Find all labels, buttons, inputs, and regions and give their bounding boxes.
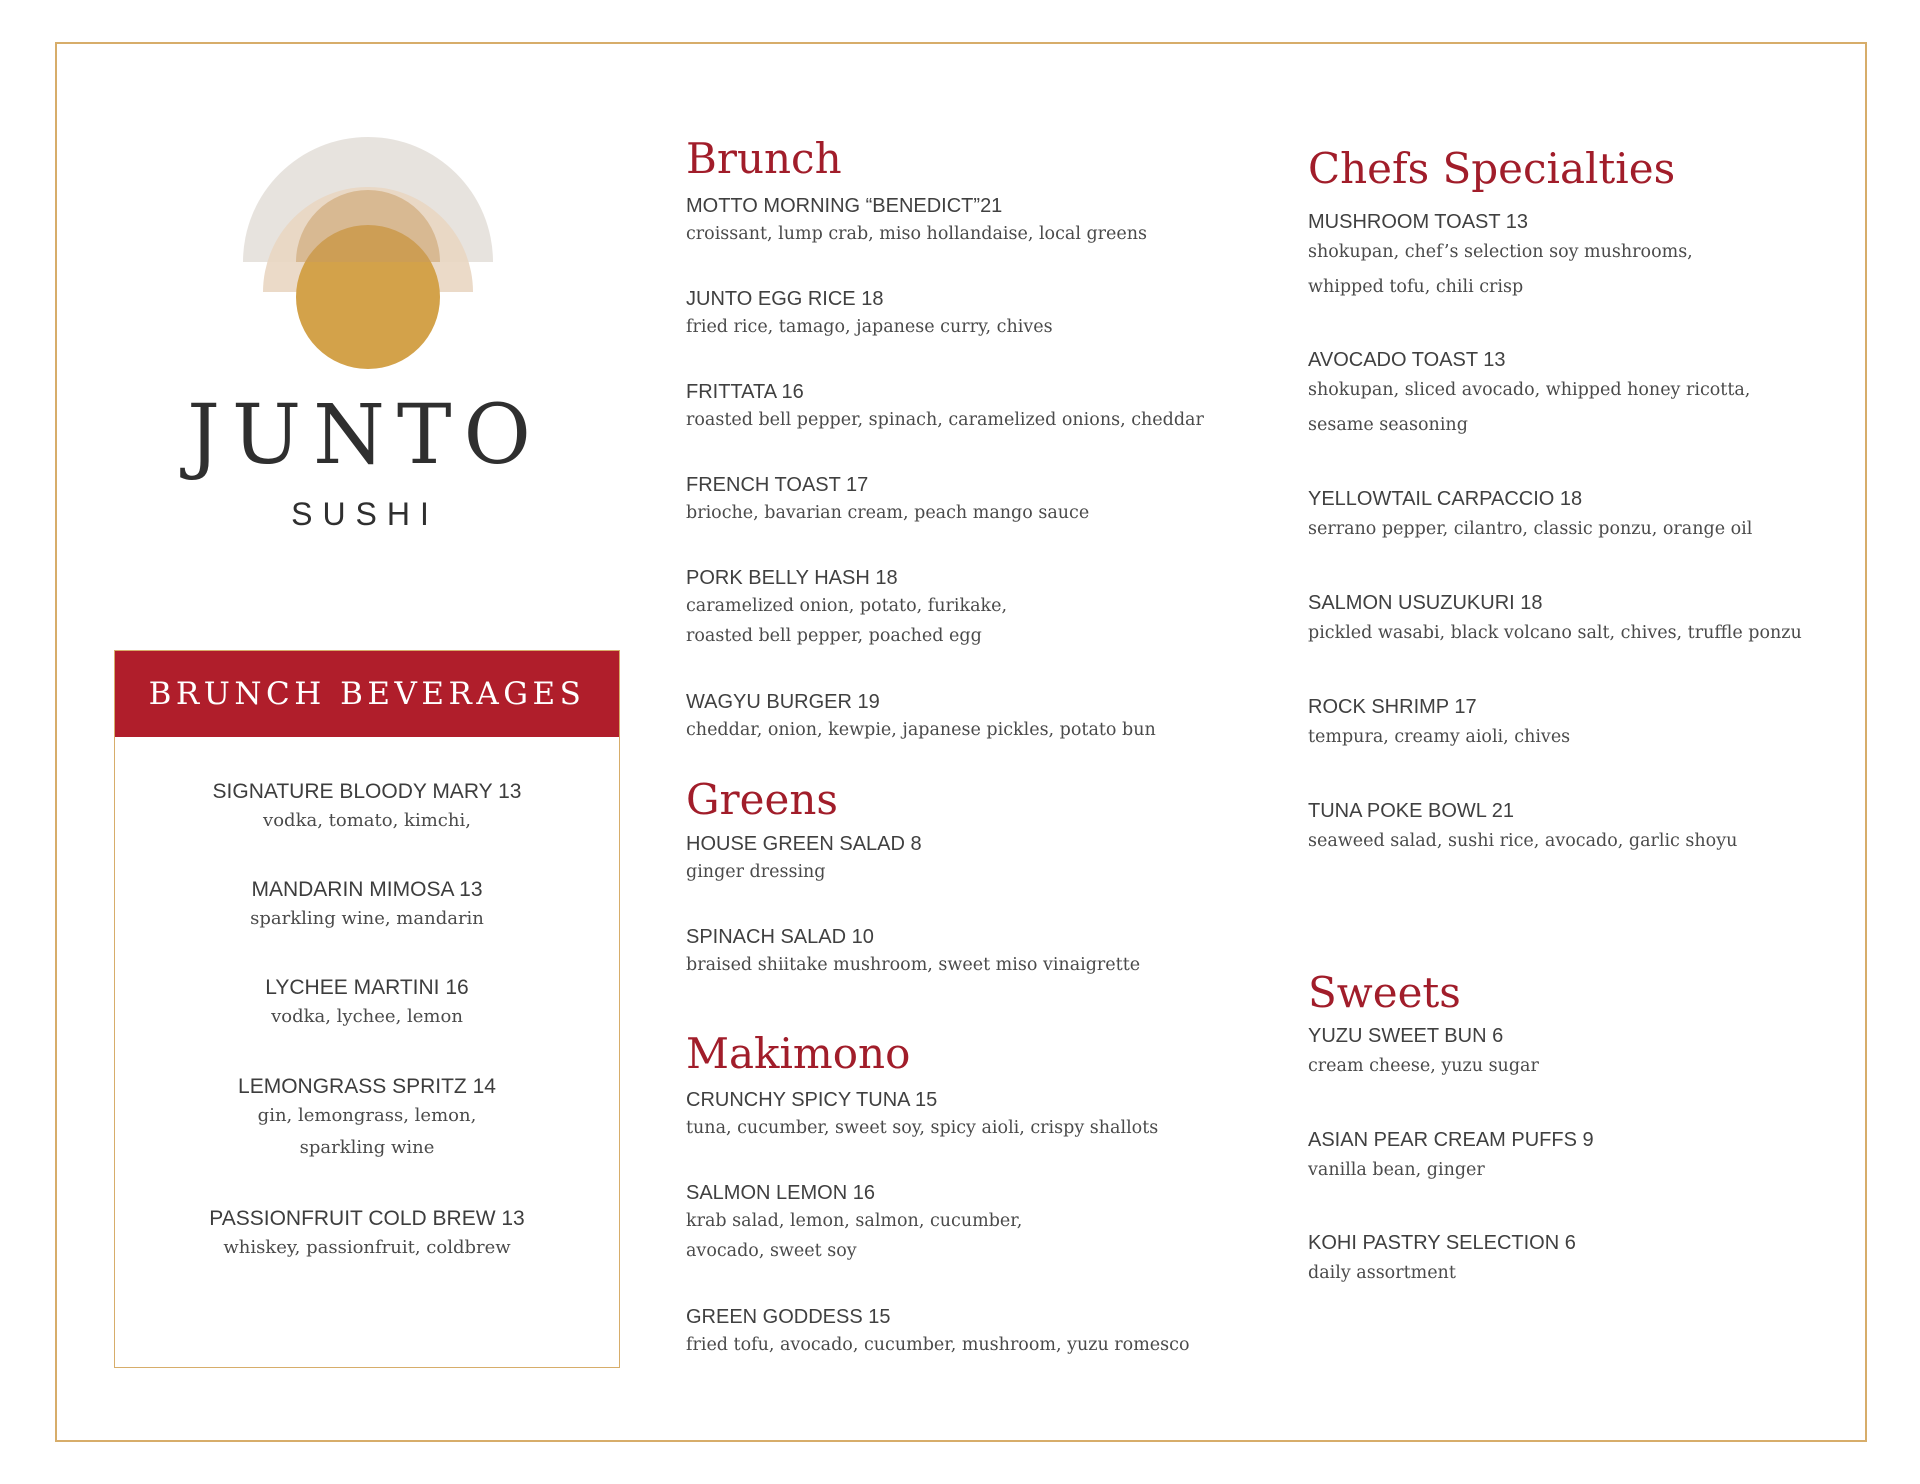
- menu-item-name: FRENCH TOAST 17: [686, 474, 869, 496]
- menu-item-description: whipped tofu, chili crisp: [1308, 277, 1524, 297]
- menu-item-description: braised shiitake mushroom, sweet miso vinaigrette: [686, 955, 1141, 975]
- menu-item-name: YUZU SWEET BUN 6: [1308, 1025, 1504, 1047]
- brand-name: JUNTO: [187, 388, 543, 483]
- menu-item: [686, 565, 1246, 651]
- menu-item-description: vanilla bean, ginger: [1308, 1160, 1485, 1180]
- menu-item: [686, 1087, 1246, 1143]
- menu-item-description: pickled wasabi, black volcano salt, chives, truffle ponzu: [1308, 623, 1802, 643]
- beverage-item: [115, 1074, 619, 1164]
- menu-item-name: YELLOWTAIL CARPACCIO 18: [1308, 488, 1583, 510]
- beverage-description: sparkling wine: [299, 1137, 435, 1158]
- menu-item-description: cream cheese, yuzu sugar: [1308, 1056, 1539, 1076]
- beverages-heading: BRUNCH BEVERAGES: [115, 651, 619, 737]
- menu-item-name: WAGYU BURGER 19: [686, 691, 880, 713]
- section-title-chefs-specialties: Chefs Specialties: [1308, 144, 1676, 193]
- section-title-makimono: Makimono: [686, 1029, 911, 1078]
- menu-item-description: seaweed salad, sushi rice, avocado, garlic shoyu: [1308, 831, 1738, 851]
- beverage-item: [115, 1206, 619, 1264]
- beverage-name: LYCHEE MARTINI 16: [265, 976, 469, 999]
- section-title-brunch: Brunch: [686, 134, 842, 183]
- menu-item-name: ASIAN PEAR CREAM PUFFS 9: [1308, 1129, 1594, 1151]
- menu-item-name: KOHI PASTRY SELECTION 6: [1308, 1232, 1576, 1254]
- menu-item-name: ROCK SHRIMP 17: [1308, 696, 1477, 718]
- menu-item: [1308, 798, 1868, 859]
- menu-item-name: SALMON LEMON 16: [686, 1182, 875, 1204]
- menu-item-description: avocado, sweet soy: [686, 1241, 857, 1261]
- menu-item: [1308, 1230, 1868, 1291]
- rising-sun-logo-icon: [238, 134, 498, 374]
- menu-item-description: sesame seasoning: [1308, 415, 1468, 435]
- menu-item-name: MUSHROOM TOAST 13: [1308, 211, 1529, 233]
- menu-item: [686, 379, 1246, 435]
- beverage-description: vodka, lychee, lemon: [271, 1006, 463, 1027]
- menu-item-description: shokupan, sliced avocado, whipped honey ricotta,: [1308, 380, 1751, 400]
- menu-item-name: JUNTO EGG RICE 18: [686, 288, 884, 310]
- menu-item-description: caramelized onion, potato, furikake,: [686, 596, 1008, 616]
- beverage-name: MANDARIN MIMOSA 13: [251, 878, 483, 901]
- menu-item-name: HOUSE GREEN SALAD 8: [686, 833, 922, 855]
- menu-item-name: PORK BELLY HASH 18: [686, 567, 898, 589]
- menu-item-name: FRITTATA 16: [686, 381, 804, 403]
- menu-item-description: daily assortment: [1308, 1263, 1456, 1283]
- menu-item-description: tempura, creamy aioli, chives: [1308, 727, 1571, 747]
- menu-item: [686, 689, 1246, 745]
- menu-item-description: fried tofu, avocado, cucumber, mushroom, yuzu romesco: [686, 1335, 1190, 1355]
- menu-item: [1308, 1023, 1868, 1084]
- beverage-item: [115, 877, 619, 935]
- beverage-item: [115, 779, 619, 837]
- menu-item: [686, 472, 1246, 528]
- menu-item: [1308, 590, 1868, 651]
- section-title-sweets: Sweets: [1308, 968, 1461, 1017]
- beverage-name: LEMONGRASS SPRITZ 14: [238, 1075, 496, 1098]
- menu-item: [686, 286, 1246, 342]
- menu-item: [686, 1180, 1246, 1266]
- menu-item: [1308, 486, 1868, 547]
- beverage-name: PASSIONFRUIT COLD BREW 13: [209, 1207, 525, 1230]
- menu-item-description: tuna, cucumber, sweet soy, spicy aioli, crispy shallots: [686, 1118, 1159, 1138]
- menu-item-name: SPINACH SALAD 10: [686, 926, 874, 948]
- menu-item-description: serrano pepper, cilantro, classic ponzu, orange oil: [1308, 519, 1753, 539]
- menu-item-name: SALMON USUZUKURI 18: [1308, 592, 1543, 614]
- menu-item-description: brioche, bavarian cream, peach mango sauce: [686, 503, 1090, 523]
- beverage-description: vodka, tomato, kimchi,: [263, 810, 471, 831]
- beverage-name: SIGNATURE BLOODY MARY 13: [212, 780, 522, 803]
- menu-item-name: AVOCADO TOAST 13: [1308, 349, 1506, 371]
- menu-item-description: fried rice, tamago, japanese curry, chives: [686, 317, 1053, 337]
- menu-item: [1308, 347, 1868, 443]
- beverage-description: gin, lemongrass, lemon,: [257, 1105, 477, 1126]
- menu-item-description: cheddar, onion, kewpie, japanese pickles, potato bun: [686, 720, 1156, 740]
- beverage-description: sparkling wine, mandarin: [250, 908, 484, 929]
- menu-item: [1308, 694, 1868, 755]
- menu-item: [686, 831, 1246, 887]
- brand-subtitle: SUSHI: [291, 496, 439, 532]
- menu-item-description: krab salad, lemon, salmon, cucumber,: [686, 1211, 1023, 1231]
- menu-item-name: GREEN GODDESS 15: [686, 1306, 891, 1328]
- menu-item: [686, 193, 1246, 249]
- menu-item-description: croissant, lump crab, miso hollandaise, local greens: [686, 224, 1148, 244]
- menu-item: [686, 1304, 1246, 1360]
- menu-item-description: ginger dressing: [686, 862, 826, 882]
- menu-item: [686, 924, 1246, 980]
- menu-item: [1308, 1127, 1868, 1188]
- beverage-description: whiskey, passionfruit, coldbrew: [223, 1237, 511, 1258]
- menu-item-description: shokupan, chef’s selection soy mushrooms,: [1308, 242, 1693, 262]
- beverage-item: [115, 975, 619, 1033]
- brunch-beverages-panel: [114, 650, 620, 1368]
- menu-item-name: MOTTO MORNING “BENEDICT”21: [686, 195, 1003, 217]
- menu-item-description: roasted bell pepper, poached egg: [686, 626, 982, 646]
- menu-item-name: TUNA POKE BOWL 21: [1308, 800, 1514, 822]
- menu-item-name: CRUNCHY SPICY TUNA 15: [686, 1089, 938, 1111]
- section-title-greens: Greens: [686, 775, 838, 824]
- menu-item-description: roasted bell pepper, spinach, caramelized onions, cheddar: [686, 410, 1204, 430]
- menu-item: [1308, 209, 1868, 305]
